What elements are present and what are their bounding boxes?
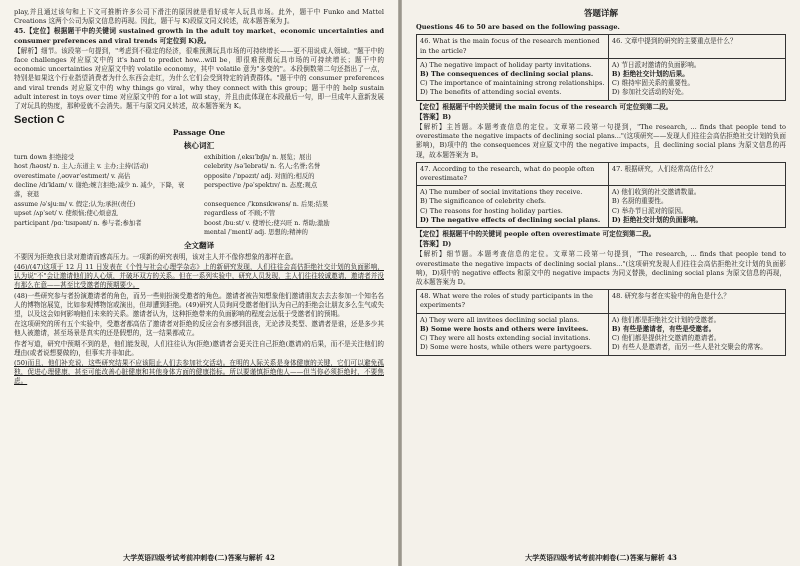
vocab-item (14, 228, 194, 237)
vocab-item: exhibition /ˌeksɪˈbɪʃn/ n. 展览；展出 (204, 153, 312, 161)
option: A) The negative impact of holiday party invitations. (420, 60, 592, 69)
right-page-footer: 大学英语四级考试考前冲刺卷(二)答案与解析 43 (525, 552, 677, 562)
q46-table (416, 34, 786, 100)
option: B) The significance of celebrity chefs. (420, 197, 547, 206)
translation-paragraph: (48)一些研究参与者扮演邀请者的角色，而另一些则扮演受邀者的角色。邀请者被告知想象他们邀请朋友去去去参加一个知名名人的博物馆展览，比如参观博物馆或演出，但却遭到拒绝。(49)研究人员询问受邀者他们认为自己的拒绝会让朋友多么生气或失望，以及这会如何影响他们未来的关系。邀请者认为，这种拒绝带来的负面影响的程度会远低于受邀者们的预期。 (14, 291, 384, 318)
q46-options (417, 58, 609, 100)
vocab-item: mental /ˈmentl/ adj. 思想的;精神的 (204, 229, 308, 237)
section-title: Section C (14, 114, 65, 127)
vocab-title: 核心词汇 (183, 140, 215, 150)
right-page (402, 0, 800, 566)
option-cn-correct: B) 有些是邀请者，有些是受邀者。 (611, 324, 716, 333)
vocab-item: boost /buːst/ v. 使增长;使兴旺 n. 帮助;激励 (204, 219, 330, 227)
option-cn-correct: B) 拒绝社交计划的后果。 (611, 70, 689, 79)
vocab-item: participant /pɑːˈtɪsɪpənt/ n. 参与者;参加者 (14, 219, 142, 227)
vocab-item: celebrity /səˈlebrəti/ n. 名人;名誉;名誉 (204, 163, 321, 171)
q48-question-cn: 48. 研究参与者在实验中的角色是什么？ (608, 290, 785, 313)
q47-answer: 【答案】D) (416, 240, 452, 249)
q47-analysis: 【解析】细节题。本题考查信息的定位。文章第二段第一句提到，"The research, ... finds that people tend to overestimate the negative impacts of declining social plans..."(这项研究发现人们往往会高估拒绝社交计划的负面影响)，D)项中的 negative effects 和原文中的 negative impacts 为同义替换，declining social plans 为原文信息的再现，故本题答案为 D。 (416, 250, 786, 287)
q47-question-cn: 47. 根据研究，人们经常高估什么？ (608, 162, 785, 185)
option-correct: B) Some were hosts and others were invitees. (420, 324, 589, 333)
q48-question: 48. What were the roles of study participants in the experiments? (417, 290, 609, 313)
vocab-list (14, 153, 384, 238)
option-cn: C) 维持牢固关系的重要性。 (611, 79, 695, 88)
option-cn: D) 参加社交活动的好处。 (611, 88, 688, 97)
q48-options-cn (608, 313, 785, 355)
vocab-item: assume /əˈsjuːm/ v. 假定;认为;承担(责任) (14, 200, 136, 208)
left-page (0, 0, 398, 566)
option-cn: A) 他们收到的社交邀请数量。 (611, 188, 701, 197)
translation-paragraph: (46)/(47)这项于 12 月 11 日发表在《个性与社会心理学杂志》上的新研究发现，人们往往会高估拒绝社交计划的负面影响，认为说"不"会让邀请他们的人心烦，并破坏双方的关系。但在一系列实验中，研究人员发现，主人们往往较诚邀请，邀请者并没有那么在意——甚至比受邀者的预期要少。 (14, 262, 384, 290)
translation-paragraph: 作者写道，研究中预期不到的是，他们能发现，人们往往认为(拒绝)邀请者会更关注自己拒绝(邀请)的后果，而不是关注他们的理由(或者说想要做的)，但事实并非如此。 (14, 339, 384, 357)
vocab-item: host /həʊst/ n. 主人;东道主 v. 主办;主持(活动) (14, 163, 149, 171)
option-correct: D) The negative effects of declining social plans. (420, 215, 601, 224)
vocab-item: upset /ʌpˈset/ v. 使烦恼;使心烦意乱 (14, 210, 118, 218)
q47-table (416, 162, 786, 228)
option-cn: A) 他们都是拒绝社交计划的受邀者。 (611, 315, 721, 324)
vocab-item: overestimate /ˌəʊvərˈestɪmeɪt/ v. 高估 (14, 172, 131, 180)
translation-paragraph: 在这项研究的所有五个实验中，受邀者都高估了邀请者对拒绝的反应会有多感到沮丧，无论涉及类型、邀请者是谁，还是多少其他人被邀请，甚至场景是真实的还是假想的，这一结果都成立。 (14, 320, 384, 338)
option: C) The importance of maintaining strong relationships. (420, 79, 605, 88)
option-cn: B) 名厨的重要性。 (611, 197, 668, 206)
option: C) They were all hosts extending social invitations. (420, 334, 591, 343)
q46-dingwei: 【定位】根据题干中的关键词 the main focus of the research 可定位到第二段。 (416, 102, 673, 111)
q47-question: 47. According to the research, what do people often overestimate? (417, 162, 609, 185)
option-cn-correct: D) 拒绝社交计划的负面影响。 (611, 215, 703, 224)
option-cn: C) 他们都是提供社交邀请的邀请者。 (611, 334, 721, 343)
vocab-item: consequence /ˈkɒnsɪkwəns/ n. 后果;结果 (204, 200, 329, 208)
answer-section-title: 答题详解 (583, 9, 618, 19)
vocab-item: perspective /pəˈspektɪv/ n. 态度;观点 (204, 182, 318, 190)
q45-analysis: 【解析】细节。该段第一句提到，"考虑到不稳定的经济，很难预测玩具市场的可持续增长——更不用说成人领域。"题干中的 face challenges 对应原文中的 it's hard to predict how...will be，即很难预测玩具市场的可持续增长；题干中的 economic uncertainties 对应原文中的 volatile economy，其中 volatile 意为"多变的"。本段倒数第二句还指出了一点，特别是如果这个行业指望消费者为什么东西会走红，为什么它们会受到特定的消费群体。"题干中的 consumer preferences and viral trends 对应原文中的 why things go viral，why they connect with this group；题干中的 help sustain adult interest in toys over time 对应原文中的 for a lot will stay，并且由此体现在本段最后一句，即一旦成年人意新发展了对玩具的热度，那种爱就不会消失。题干与原文同义转述，故本题答案为 K。 (14, 46, 384, 111)
vocab-item: opposite /ˈɒpəzɪt/ adj. 对面的;相反的 (204, 172, 315, 180)
q46-question-cn: 46. 文章中提到的研究的主要重点是什么？ (608, 35, 785, 58)
left-page-footer: 大学英语四级考试考前冲刺卷(二)答案与解析 42 (123, 552, 275, 562)
q45-head: 45.【定位】根据题干中的关键词 sustained growth in the adult toy market、economic uncertainties and consumer preferences and viral trends 可定位到 K)段。 (14, 27, 384, 45)
option-correct: B) The consequences of declining social plans. (420, 70, 594, 79)
option: A) They were all invitees declining social plans. (420, 315, 580, 324)
q47-options-cn (608, 186, 785, 228)
q46-question: 46. What is the main focus of the research mentioned in the article? (417, 35, 609, 58)
q47-options (417, 186, 609, 228)
q46-answer: 【答案】B) (416, 112, 452, 121)
q48-options (417, 313, 609, 355)
option: D) The benefits of attending social events. (420, 88, 562, 97)
option-cn: D) 有些人是邀请者，而另一些人是社交聚会的常客。 (611, 343, 767, 352)
translation-title: 全文翻译 (183, 240, 215, 250)
translation-paragraph: 不要因为拒绝我目录对邀请而感高压力。一项新的研究表明，该对主人并不像你想象的那样在意。 (14, 252, 298, 261)
questions-intro: Questions 46 to 50 are based on the following passage. (416, 23, 620, 32)
vocab-item: regardless of 不顾;不管 (204, 210, 276, 218)
option: D) Some were hosts, while others were partygoers. (420, 343, 592, 352)
q46-analysis: 【解析】主旨题。本题考查信息的定位。文章第二段第一句提到，"The research, ... finds that people tend to overestimate the negative impacts of declining social plans..."(这项研究——发现人们往往会高估拒绝社交计划的负面影响)，B)项中的 the consequences 对应原文中的 the negative impacts，且 declining social plans 为原文信息的再现，故本题答案为 B。 (416, 123, 786, 159)
option: A) The number of social invitations they receive. (420, 188, 583, 197)
q47-dingwei: 【定位】根据题干中的关键词 people often overestimate 可定位到第二段。 (416, 230, 656, 239)
option-cn: C) 举办节日派对的原因。 (611, 206, 688, 215)
vocab-item: turn down 拒绝接受 (14, 153, 75, 161)
translation-paragraph: (50)而且，他们补充说，这些研究结果不应该阻止人们去参加社交活动。在明的人际关系是身体健康的关键，它们可以避免孤独，促进心理健康，甚至可能改善心脏健康和其他身体方面的健康指标。所以要谨慎拒绝他人——但当你必须拒绝时，不要焦虑。 (14, 358, 384, 386)
passage-title: Passage One (172, 128, 226, 138)
vocab-item: decline /dɪˈklaɪn/ v. 谢绝;婉言拒绝;减少 n. 减少，下降，衰落，衰退 (14, 182, 185, 199)
q48-table (416, 289, 786, 355)
q46-options-cn (608, 58, 785, 100)
left-top-paragraph: play,并且通过该句和上下文可推断许多公司下滑注的原因就是看好成年人玩具市场。此外，题干中 Funko and Mattel Creations 这两个公司为原文信息的再现。因此，题干与 K)段原文同义转述，故本题答案为 J。 (14, 8, 384, 26)
option-cn: A) 节日派对邀请的负面影响。 (611, 60, 701, 69)
option: C) The reasons for hosting holiday parties. (420, 206, 563, 215)
